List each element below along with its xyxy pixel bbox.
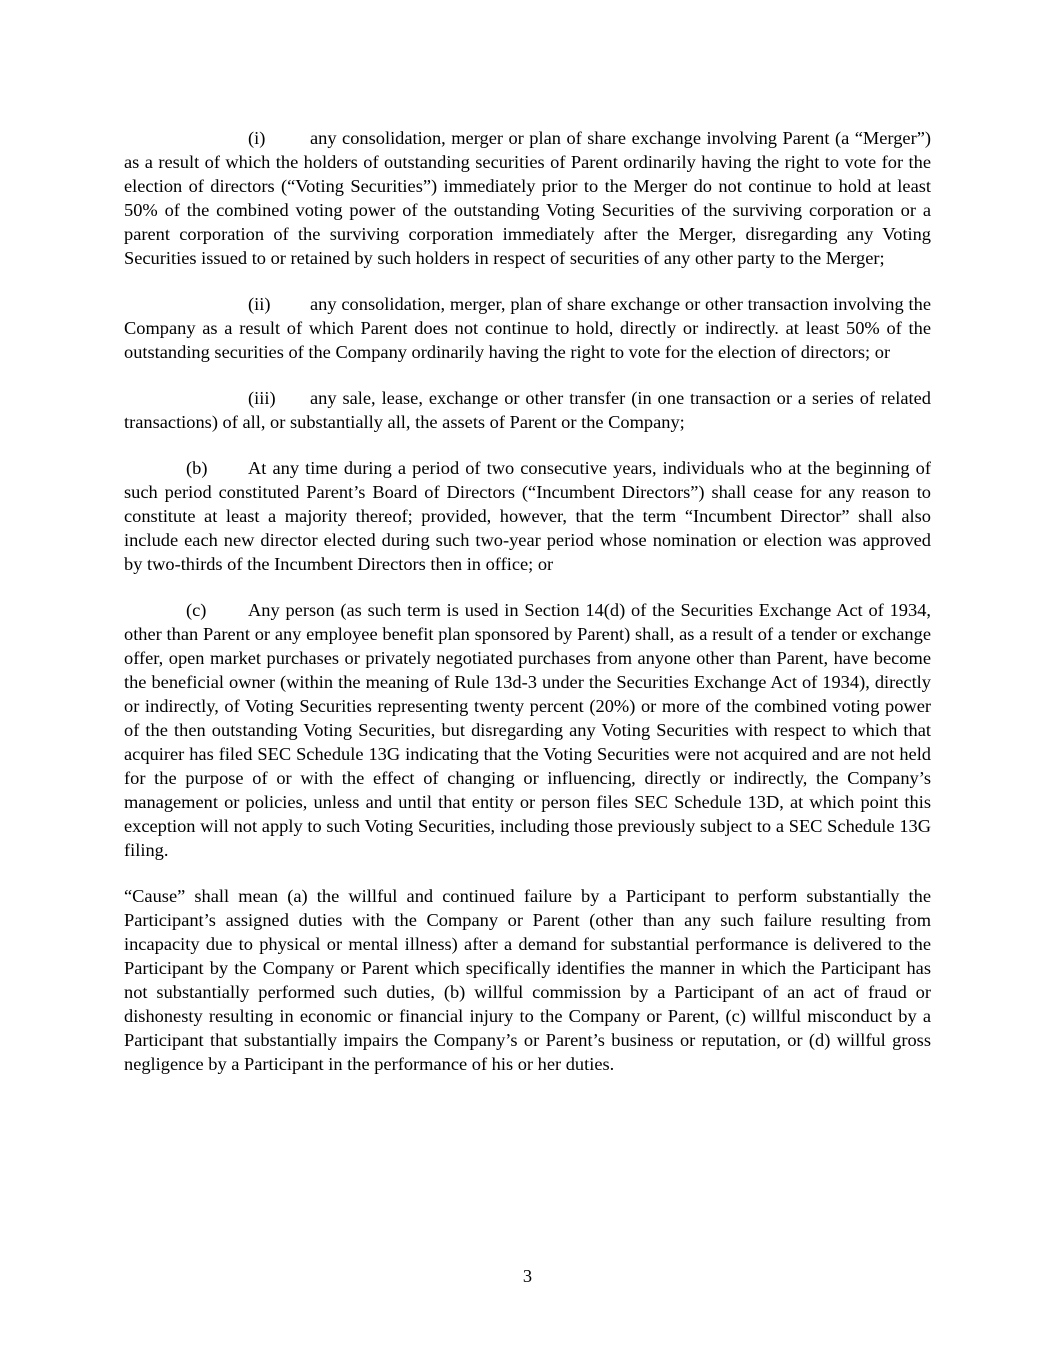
clause-marker: (b) xyxy=(186,458,208,478)
clause-text: any sale, lease, exchange or other transfer (in one transaction or a series of related transactions) of all, or substantially all, the assets of Parent or the Company; xyxy=(124,388,931,432)
clause-marker: (c) xyxy=(186,600,207,620)
cause-definition xyxy=(124,884,931,1076)
clause-b xyxy=(124,456,931,576)
document-body xyxy=(124,126,931,1076)
page-number: 3 xyxy=(522,1266,533,1286)
clause-marker: (ii) xyxy=(248,294,271,314)
clause-text: At any time during a period of two consecutive years, individuals who at the beginning of such period constituted Parent’s Board of Directors (“Incumbent Directors”) shall cease for any reason to constitute at least a majority thereof; provided, however, that the term “Incumbent Director” shall also include each new director elected during such two-year period whose nomination or election was approved by two-thirds of the Incumbent Directors then in office; or xyxy=(124,458,931,574)
clause-marker: (iii) xyxy=(248,388,276,408)
clause-ii xyxy=(124,292,931,364)
clause-text: any consolidation, merger or plan of share exchange involving Parent (a “Merger”) as a result of which the holders of outstanding securities of Parent ordinarily having the right to vote for the election of directors (“Voting Securities”) immediately prior to the Merger do not continue to hold at least 50% of the combined voting power of the outstanding Voting Securities of the surviving corporation or a parent corporation of the surviving corporation immediately after the Merger, disregarding any Voting Securities issued to or retained by such holders in respect of securities of any other party to the Merger; xyxy=(124,128,931,268)
clause-text: Any person (as such term is used in Section 14(d) of the Securities Exchange Act of 1934, other than Parent or any employee benefit plan sponsored by Parent) shall, as a result of a tender or exchange offer, open market purchases or privately negotiated purchases from anyone other than Parent, have become the beneficial owner (within the meaning of Rule 13d-3 under the Securities Exchange Act of 1934), directly or indirectly, of Voting Securities representing twenty percent (20%) or more of the combined voting power of the then outstanding Voting Securities, but disregarding any Voting Securities with respect to which that acquirer has filed SEC Schedule 13G indicating that the Voting Securities were not acquired and are not held for the purpose of or with the effect of changing or influencing, directly or indirectly, the Company’s management or policies, unless and until that entity or person files SEC Schedule 13D, at which point this exception will not apply to such Voting Securities, including those previously subject to a SEC Schedule 13G filing. xyxy=(124,600,931,860)
clause-i xyxy=(124,126,931,270)
definition-text: “Cause” shall mean (a) the willful and continued failure by a Participant to perform substantially the Participant’s assigned duties with the Company or Parent (other than any such failure resulting from incapacity due to physical or mental illness) after a demand for substantial performance is delivered to the Participant by the Company or Parent which specifically identifies the manner in which the Participant has not substantially performed such duties, (b) willful commission by a Participant of an act of fraud or dishonesty resulting in economic or financial injury to the Company or Parent, (c) willful misconduct by a Participant that substantially impairs the Company’s or Parent’s business or reputation, or (d) willful gross negligence by a Participant in the performance of his or her duties. xyxy=(124,886,931,1074)
clause-iii xyxy=(124,386,931,434)
clause-text: any consolidation, merger, plan of share exchange or other transaction involving the Company as a result of which Parent does not continue to hold, directly or indirectly. at least 50% of the outstanding securities of the Company ordinarily having the right to vote for the election of directors; or xyxy=(124,294,931,362)
clause-c xyxy=(124,598,931,862)
clause-marker: (i) xyxy=(248,128,266,148)
